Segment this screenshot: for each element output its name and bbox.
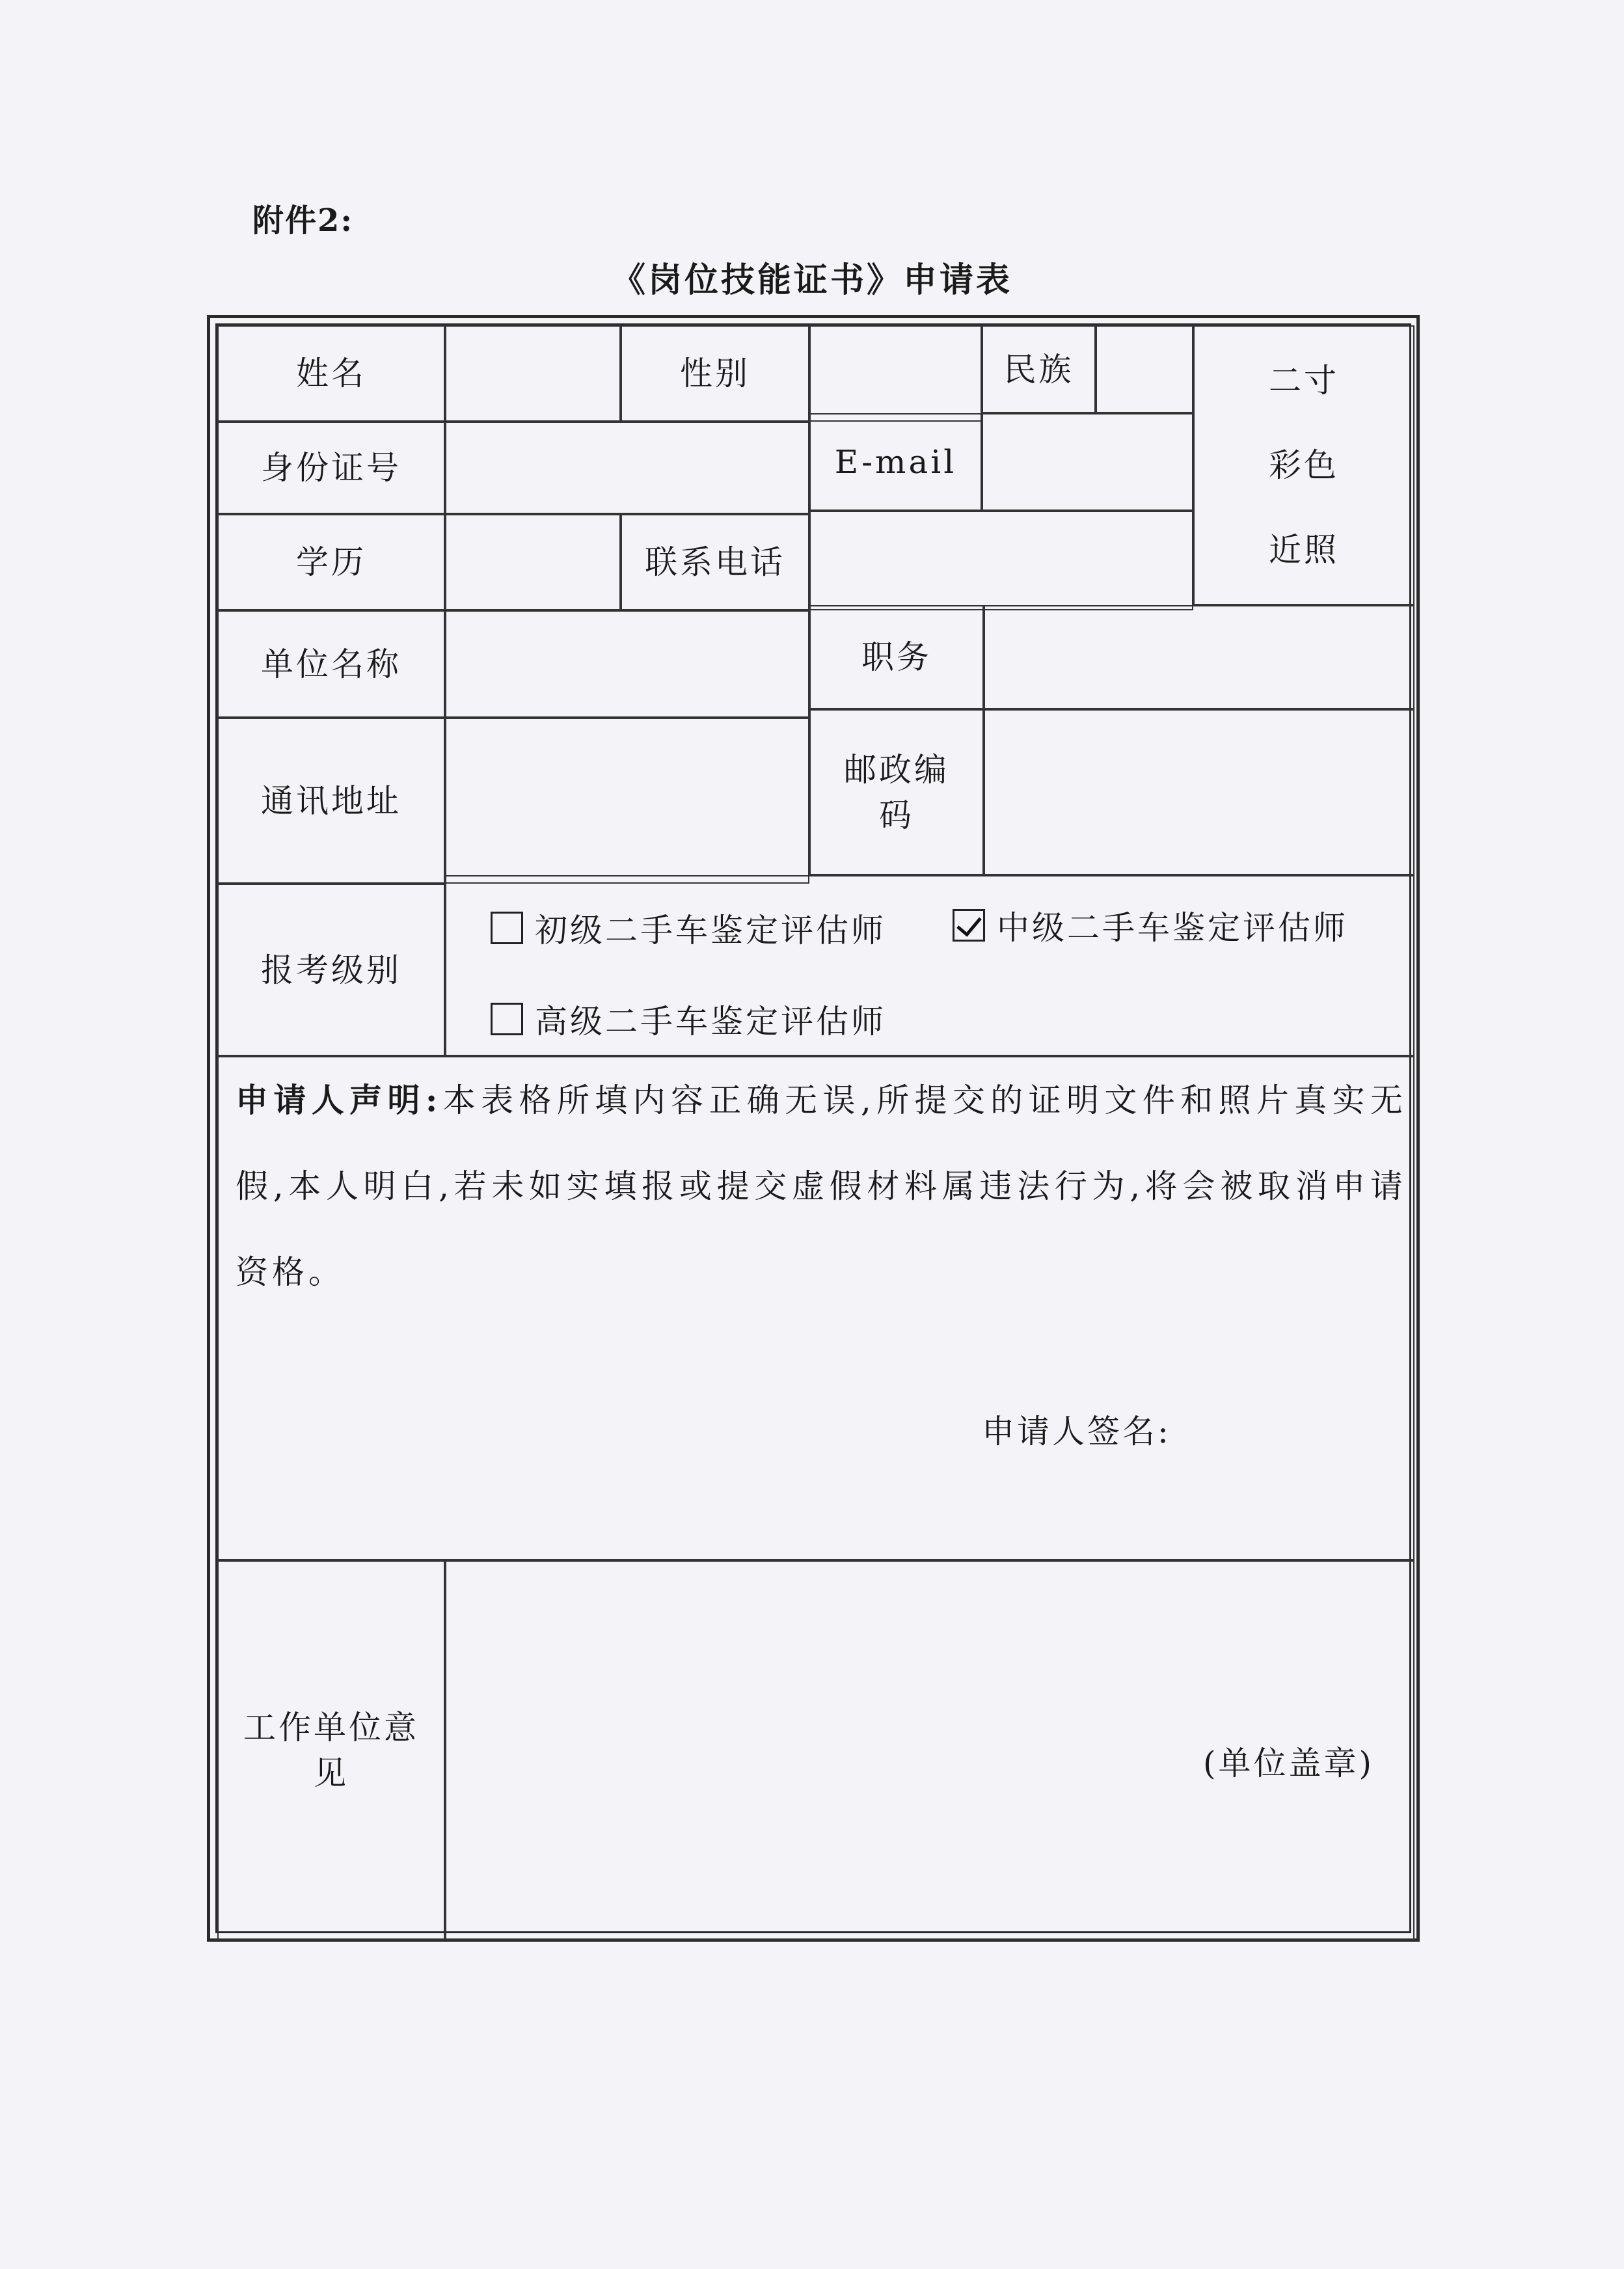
checkbox-icon[interactable] bbox=[491, 1003, 523, 1035]
position-label: 职务 bbox=[809, 605, 984, 709]
declaration-title: 申请人声明: bbox=[236, 1081, 442, 1119]
attachment-label: 附件2: bbox=[252, 202, 354, 239]
address-label: 通讯地址 bbox=[217, 718, 445, 884]
level-option-senior[interactable] bbox=[491, 996, 886, 1042]
photo-line-3: 近照 bbox=[1269, 531, 1339, 569]
checkbox-icon[interactable] bbox=[491, 912, 523, 944]
name-field[interactable] bbox=[445, 325, 621, 422]
form-title: 《岗位技能证书》申请表 bbox=[611, 260, 1012, 300]
email-label: E-mail bbox=[809, 413, 982, 511]
level-label: 报考级别 bbox=[217, 884, 445, 1056]
name-label: 姓名 bbox=[217, 325, 445, 422]
level-option-label: 初级二手车鉴定评估师 bbox=[535, 912, 886, 949]
opinion-label: 工作单位意见 bbox=[217, 1560, 445, 1940]
declaration bbox=[236, 1057, 1407, 1315]
application-form bbox=[207, 315, 1420, 1942]
level-option-intermediate[interactable] bbox=[953, 902, 1348, 949]
education-field[interactable] bbox=[445, 514, 621, 610]
postcode-label: 邮政编码 bbox=[809, 709, 984, 875]
form-inner-border bbox=[215, 323, 1411, 1933]
photo-box bbox=[1193, 325, 1414, 605]
email-field[interactable] bbox=[982, 413, 1193, 511]
education-label: 学历 bbox=[217, 514, 445, 610]
id-number-label: 身份证号 bbox=[217, 422, 445, 514]
id-number-field[interactable] bbox=[445, 422, 809, 514]
employer-field[interactable] bbox=[445, 610, 809, 718]
gender-field[interactable] bbox=[809, 325, 982, 422]
signature-label: 申请人签名: bbox=[982, 1413, 1171, 1450]
ethnicity-field[interactable] bbox=[1096, 325, 1193, 413]
stamp-label: (单位盖章) bbox=[1203, 1745, 1375, 1782]
position-field[interactable] bbox=[984, 605, 1414, 709]
photo-line-2: 彩色 bbox=[1269, 446, 1339, 484]
address-field[interactable] bbox=[445, 718, 809, 884]
checkbox-checked-icon[interactable] bbox=[953, 909, 985, 942]
declaration-text: 本表格所填内容正确无误,所提交的证明文件和照片真实无假,本人明白,若未如实填报或提交虚假材料属违法行为,将会被取消申请资格。 bbox=[236, 1081, 1407, 1291]
level-option-label: 高级二手车鉴定评估师 bbox=[535, 1003, 886, 1040]
postcode-field[interactable] bbox=[984, 709, 1414, 875]
level-option-junior[interactable] bbox=[491, 904, 886, 951]
level-option-label: 中级二手车鉴定评估师 bbox=[997, 909, 1348, 947]
photo-line-1: 二寸 bbox=[1269, 362, 1339, 400]
employer-label: 单位名称 bbox=[217, 610, 445, 718]
ethnicity-label: 民族 bbox=[982, 325, 1096, 413]
phone-field[interactable] bbox=[809, 511, 1193, 610]
gender-label: 性别 bbox=[621, 325, 809, 422]
phone-label: 联系电话 bbox=[621, 514, 809, 610]
